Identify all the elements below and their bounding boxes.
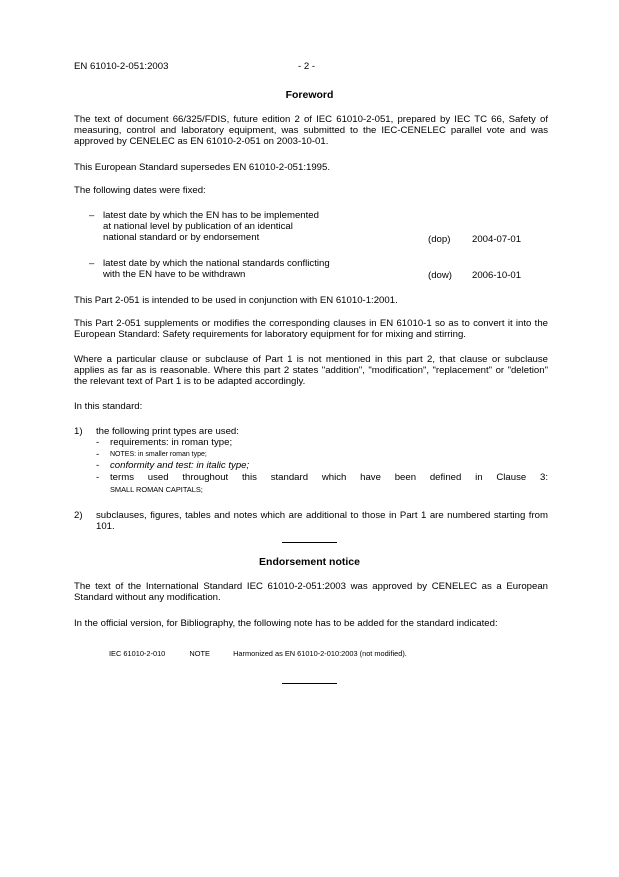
list-dash: - — [96, 472, 100, 483]
foreword-paragraph-6: Where a particular clause or subclause of Part 1 is not mentioned in this part 2, that clause or subclause applies as far as is reasonable. Where this part 2 states "addition", "modification", "replacement" or "deletion" the relevant text of Part 1 is to be adapted accordingly. — [74, 354, 548, 387]
list-item-1-text: the following print types are used: — [96, 426, 239, 437]
date-item-line: national standard or by endorsement — [103, 232, 260, 243]
list-dash: - — [96, 437, 100, 448]
date-value: 2004-07-01 — [472, 234, 522, 245]
sub-item-terms-text: terms used throughout this standard which have been defined in Clause 3: — [110, 472, 548, 483]
sub-item-terms — [96, 472, 548, 496]
foreword-paragraph-1: The text of document 66/325/FDIS, future edition 2 of IEC 61010-2-051, prepared by IEC TC 66, Safety of measuring, control and laboratory equipment, was submitted to the IEC-CENELEC parallel vote and was approved by CENELEC as EN 61010-2-051 on 2003-10-01. — [74, 114, 548, 147]
endorsement-paragraph-1: The text of the International Standard IEC 61010-2-051:2003 was approved by CENELEC as a European Standard without any modification. — [74, 581, 548, 603]
sub-item-requirements — [96, 437, 548, 448]
note-line — [109, 648, 407, 659]
list-dash: - — [96, 449, 100, 460]
date-item-line: latest date by which the national standards conflicting — [103, 258, 330, 269]
date-item-line: with the EN have to be withdrawn — [103, 269, 246, 280]
list-item-2-text: subclauses, figures, tables and notes which are additional to those in Part 1 are numbered starting from 101. — [96, 510, 548, 532]
sub-item-text: requirements: in roman type; — [110, 437, 233, 448]
foreword-paragraph-7: In this standard: — [74, 401, 143, 412]
section-divider — [282, 542, 337, 543]
note-text: Harmonized as EN 61010-2-010:2003 (not modified). — [233, 649, 407, 658]
endorsement-paragraph-2: In the official version, for Bibliography, the following note has to be added for the standard indicated: — [74, 618, 498, 629]
foreword-paragraph-3: The following dates were fixed: — [74, 185, 206, 196]
note-label: NOTE — [189, 649, 210, 658]
sub-item-terms-caps: SMALL ROMAN CAPITALS; — [110, 485, 203, 494]
date-code: (dop) — [428, 234, 451, 245]
sub-item-text: conformity and test: in italic type; — [110, 460, 250, 471]
end-divider — [282, 683, 337, 684]
foreword-title: Foreword — [285, 89, 334, 101]
date-item-line: latest date by which the EN has to be implemented — [103, 210, 319, 221]
note-standard: IEC 61010-2-010 — [109, 649, 166, 658]
list-dash: - — [96, 460, 100, 471]
list-number-2: 2) — [74, 510, 83, 521]
foreword-paragraph-2: This European Standard supersedes EN 61010-2-051:1995. — [74, 162, 331, 173]
sub-item-text — [110, 472, 548, 483]
foreword-paragraph-4: This Part 2-051 is intended to be used in conjunction with EN 61010-1:2001. — [74, 295, 398, 306]
list-dash: – — [89, 210, 95, 221]
date-code: (dow) — [428, 270, 452, 281]
header-page-number: - 2 - — [298, 61, 316, 72]
sub-item-text: NOTES: in smaller roman type; — [110, 451, 207, 458]
list-number-1: 1) — [74, 426, 83, 437]
foreword-paragraph-5: This Part 2-051 supplements or modifies the corresponding clauses in EN 61010-1 so as to convert it into the European Standard: Safety requirements for laboratory equipment for for mixing and stirring. — [74, 318, 548, 340]
list-dash: – — [89, 258, 95, 269]
date-item-dow — [89, 258, 549, 282]
date-item-line: at national level by publication of an identical — [103, 221, 293, 232]
header-doc-id: EN 61010-2-051:2003 — [74, 61, 169, 72]
date-item-text — [103, 258, 403, 280]
date-item-text — [103, 210, 403, 243]
date-value: 2006-10-01 — [472, 270, 522, 281]
date-item-dop — [89, 210, 549, 244]
endorsement-title: Endorsement notice — [259, 556, 360, 568]
sub-item-conformity — [96, 460, 548, 471]
sub-item-notes — [96, 449, 548, 460]
